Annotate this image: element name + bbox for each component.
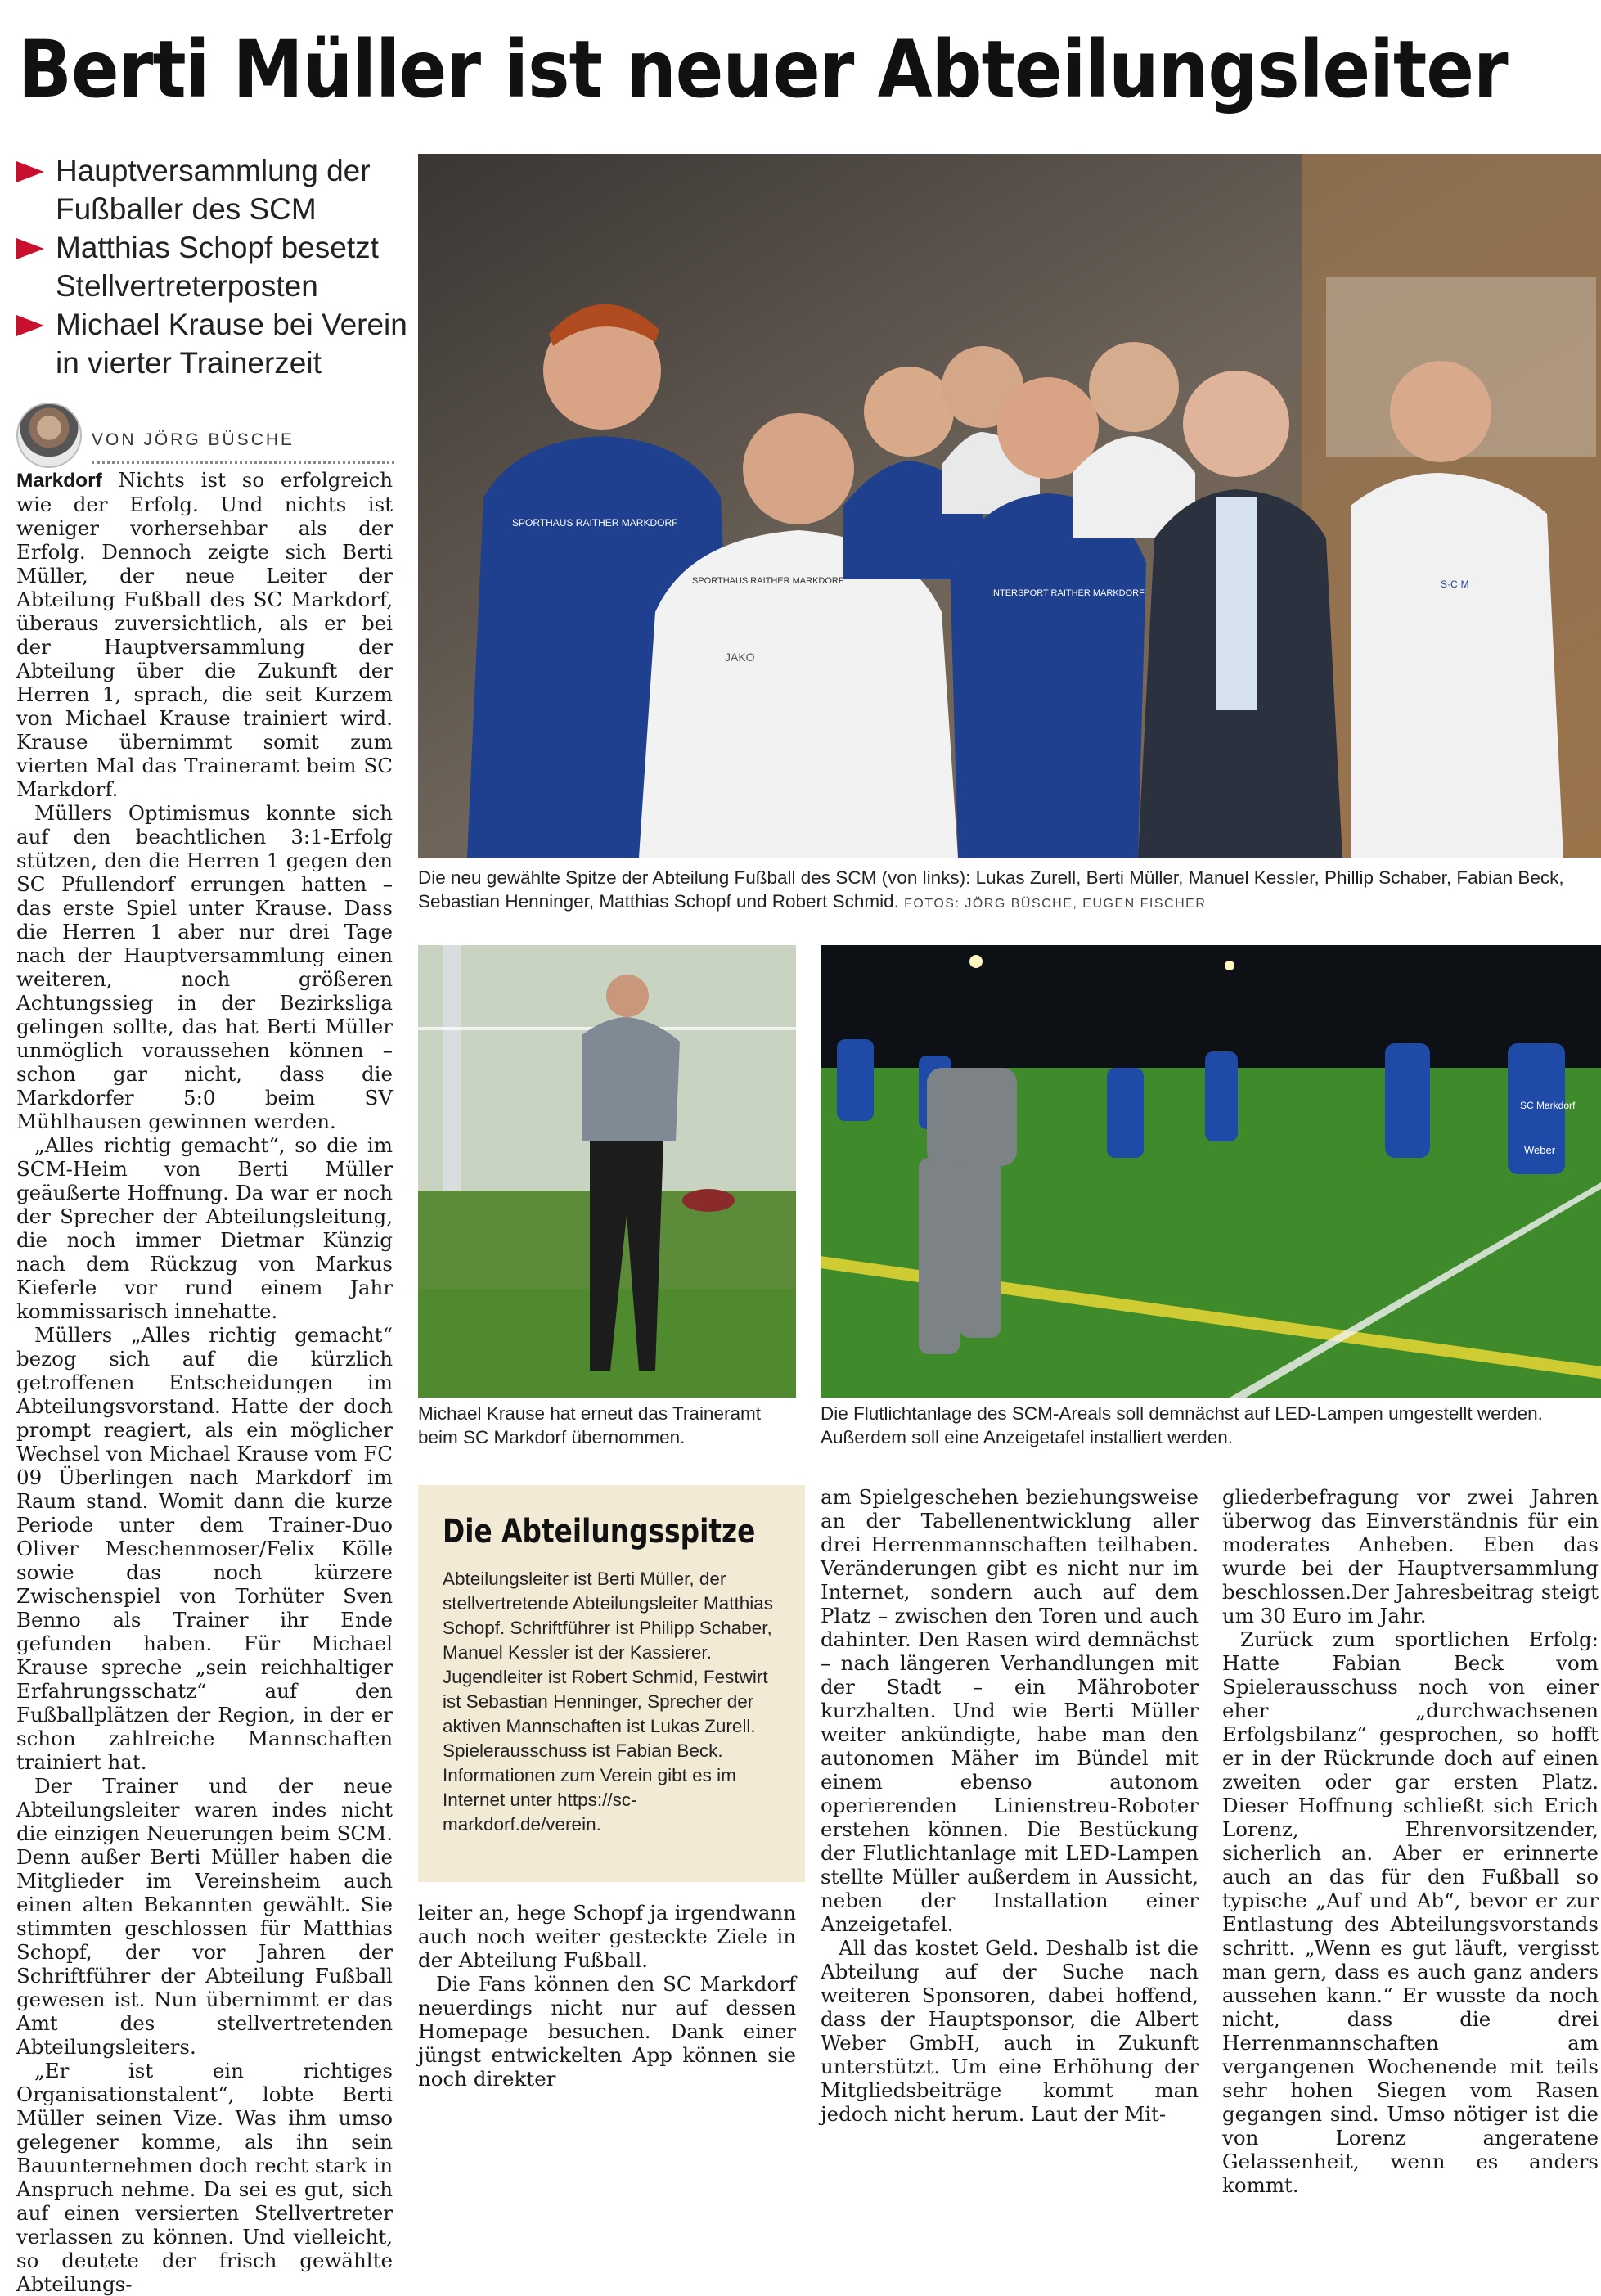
info-box-text: Abteilungsleiter ist Berti Müller, der stellvertretende Abteilungsleiter Matthias Schopf. Schriftführer ist Philipp Schaber, Manuel Kessler ist der Kassierer. Jugendleiter ist Robert Schmid, Festwirt ist Sebastian Henninger, Sprecher der aktiven Mannschaften ist Lukas Zurell. Spielerausschuss ist Fabian Beck. Informationen zum Verein gibt es im Internet unter https://sc-markdorf.de/verein. <box>443 1569 773 1835</box>
shirt-print: JAKO <box>725 651 755 664</box>
shirt-print: S·C·M <box>1441 579 1469 590</box>
teaser-bullet <box>15 151 407 228</box>
headline: Berti Müller ist neuer Abteilungsleiter <box>18 24 1508 115</box>
main-photo <box>418 154 1601 858</box>
article-column-4 <box>1222 1485 1599 2197</box>
training-photo-illustration <box>821 945 1601 1398</box>
info-box <box>418 1485 805 1882</box>
article-paragraph: leiter an, hege Schopf ja irgendwann auch noch weiter gesteckte Ziele in der Abteilung Fußball. <box>418 1901 796 1972</box>
article-column-3 <box>821 1485 1199 2126</box>
teaser-bullets <box>15 151 407 382</box>
info-box-title: Die Abteilungsspitze <box>443 1513 756 1551</box>
paragraph-text: Nichts ist so erfolgreich wie der Erfolg. Und nichts ist weniger vorhersehbar als der Erfolg. Dennoch zeigte sich Berti Müller, der neue Leiter der Abteilung Fußball des SC Markdorf, überaus zuversichtlich, als er bei der Hauptversammlung der Abteilung über die Zukunft der Herren 1, sprach, die seit Kurzem von Michael Krause trainiert wird. Krause übernimmt somit zum vierten Mal das Traineramt beim SC Markdorf. <box>16 468 393 801</box>
shirt-print: Weber <box>1524 1144 1556 1156</box>
teaser-text: Michael Krause bei Verein in vierter Trainerzeit <box>56 308 407 380</box>
dateline: Markdorf <box>16 470 102 492</box>
author-avatar <box>16 403 82 468</box>
main-photo-caption <box>418 866 1596 916</box>
author-name: VON JÖRG BÜSCHE <box>92 430 295 449</box>
training-photo <box>821 945 1601 1398</box>
caption-text: Die neu gewählte Spitze der Abteilung Fußball des SCM (von links): Lukas Zurell, Berti Müller, Manuel Kessler, Phillip Schaber, Fabian Beck, Sebastian Henninger, Matthias Schopf und Robert Schmid. <box>418 867 1564 912</box>
article-column-1 <box>16 468 393 2296</box>
group-photo-illustration <box>418 154 1601 858</box>
coach-photo-illustration <box>418 945 796 1398</box>
article-paragraph: gliederbefragung vor zwei Jahren überwog das Einverständnis für ein moderates Anheben. Eben das wurde bei der Hauptversammlung beschlossen.Der Jahresbeitrag steigt um 30 Euro im Jahr. <box>1222 1485 1599 1627</box>
article-paragraph: Müllers „Alles richtig gemacht“ bezog sich auf die kürzlich getroffenen Entscheidungen im Abteilungsvorstand. Hatte der doch prompt reagiert, als ein möglicher Wechsel von Michael Krause vom FC 09 Überlingen nach Markdorf im Raum stand. Womit dann die kurze Periode unter dem Trainer-Duo Oliver Meschenmoser/Felix Kölle sowie das noch kürzere Zwischenspiel von Torhüter Sven Benno als Trainer ihr Ende gefunden haben. Für Michael Krause spreche „sein reichhaltiger Erfahrungsschatz“ auf den Fußballplätzen der Region, in der er schon zahlreiche Mannschaften trainiert hat. <box>16 1323 393 1774</box>
teaser-text: Matthias Schopf besetzt Stellvertreterposten <box>56 231 379 303</box>
byline <box>16 403 397 468</box>
training-photo-caption: Die Flutlichtanlage des SCM-Areals soll demnächst auf LED-Lampen umgestellt werden. Außerdem soll eine Anzeigetafel installiert werden. <box>821 1403 1543 1447</box>
article-paragraph <box>16 468 393 801</box>
shirt-print: SPORTHAUS RAITHER MARKDORF <box>512 517 678 529</box>
teaser-bullet <box>15 305 407 382</box>
shirt-print: INTERSPORT RAITHER MARKDORF <box>991 588 1145 598</box>
article-paragraph: „Alles richtig gemacht“, so die im SCM-Heim von Berti Müller geäußerte Hoffnung. Da war er noch der Sprecher der Abteilungsleitung, die noch immer Dietmar Künzig nach dem Rückzug von Markus Kieferle vor rund einem Jahr kommissarisch innehatte. <box>16 1133 393 1323</box>
teaser-text: Hauptversammlung der Fußballer des SCM <box>56 154 371 226</box>
arrow-icon <box>16 315 44 336</box>
article-column-2 <box>418 1901 796 2091</box>
arrow-icon <box>16 238 44 259</box>
article-paragraph: „Er ist ein richtiges Organisationstalent“, lobte Berti Müller seinen Vize. Was ihm umso gelegener komme, als ihn sein Bauunternehmen doch recht stark in Anspruch nehme. Da sei es gut, sich auf einen versierten Stellvertreter verlassen zu können. Und vielleicht, so deutete der frisch gewählte Abteilungs- <box>16 2059 393 2296</box>
dotted-divider <box>92 461 394 464</box>
coach-photo <box>418 945 796 1398</box>
coach-photo-caption: Michael Krause hat erneut das Traineramt beim SC Markdorf übernommen. <box>418 1403 761 1447</box>
article-paragraph: am Spielgeschehen beziehungsweise an der Tabellenentwicklung aller drei Herrenmannschaften teilhaben. Veränderungen gibt es nicht nur im Internet, sondern auch auf dem Platz – zwischen den Toren und auch dahinter. Den Rasen wird demnächst – nach längeren Verhandlungen mit der Stadt – ein Mähroboter kurzhalten. Und wie Berti Müller weiter ankündigte, habe man den autonomen Mäher im Bündel mit einem ebenso autonom operierenden Linienstreu-Roboter erstehen können. Die Bestückung der Flutlichtanlage mit LED-Lampen stellte Müller außerdem in Aussicht, neben der Installation einer Anzeigetafel. <box>821 1485 1199 1936</box>
article-paragraph: Der Trainer und der neue Abteilungsleiter waren indes nicht die einzigen Neuerungen beim SCM. Denn außer Berti Müller haben die Mitglieder im Vereinsheim auch einen alten Bekannten gewählt. Sie stimmten geschlossen für Matthias Schopf, der vor Jahren der Schriftführer der Abteilung Fußball gewesen ist. Nun übernimmt er das Amt des stellvertretenden Abteilungsleiters. <box>16 1774 393 2059</box>
teaser-bullet <box>15 228 407 305</box>
photo-credit: FOTOS: JÖRG BÜSCHE, EUGEN FISCHER <box>904 897 1207 911</box>
article-paragraph: Zurück zum sportlichen Erfolg: Hatte Fabian Beck vom Spielerausschuss noch von einer eher „durchwachsenen Erfolgsbilanz“ gesprochen, so hofft er in der Rückrunde doch auf einen zweiten oder gar ersten Platz. Dieser Hoffnung schließt sich Erich Lorenz, Ehrenvorsitzender, sicherlich an. Aber er erinnerte auch an das für den Fußball so typische „Auf und Ab“, bevor er zur Entlastung des Abteilungsvorstands schritt. „Wenn es gut läuft, vergisst man gern, dass es auch ganz anders aussehen kann.“ Er wusste da noch nicht, dass die drei Herrenmannschaften am vergangenen Wochenende mit teils sehr hohen Siegen vom Rasen gegangen sind. Umso nötiger ist die von Lorenz angeratene Gelassenheit, wenn es anders kommt. <box>1222 1627 1599 2197</box>
shirt-print: SPORTHAUS RAITHER MARKDORF <box>692 576 844 586</box>
article-paragraph: Müllers Optimismus konnte sich auf den beachtlichen 3:1-Erfolg stützen, den die Herren 1 gegen den SC Pfullendorf errungen hatten – das erste Spiel unter Krause. Dass die Herren 1 aber nur drei Tage nach der Hauptversammlung einen weiteren, noch größeren Achtungssieg in der Bezirksliga gelingen sollte, das hat Berti Müller unmöglich voraussehen können – schon gar nicht, dass die Markdorfer 5:0 beim SV Mühlhausen gewinnen werden. <box>16 801 393 1133</box>
arrow-icon <box>16 161 44 182</box>
article-paragraph: All das kostet Geld. Deshalb ist die Abteilung auf der Suche nach weiteren Sponsoren, dabei hoffend, dass der Hauptsponsor, die Albert Weber GmbH, auch in Zukunft unterstützt. Um eine Erhöhung der Mitgliedsbeiträge kommt man jedoch nicht herum. Laut der Mit- <box>821 1936 1199 2126</box>
article-paragraph: Die Fans können den SC Markdorf neuerdings nicht nur auf dessen Homepage besuchen. Dank einer jüngst entwickelten App können sie noch direkter <box>418 1972 796 2091</box>
shirt-print: SC Markdorf <box>1520 1100 1576 1111</box>
